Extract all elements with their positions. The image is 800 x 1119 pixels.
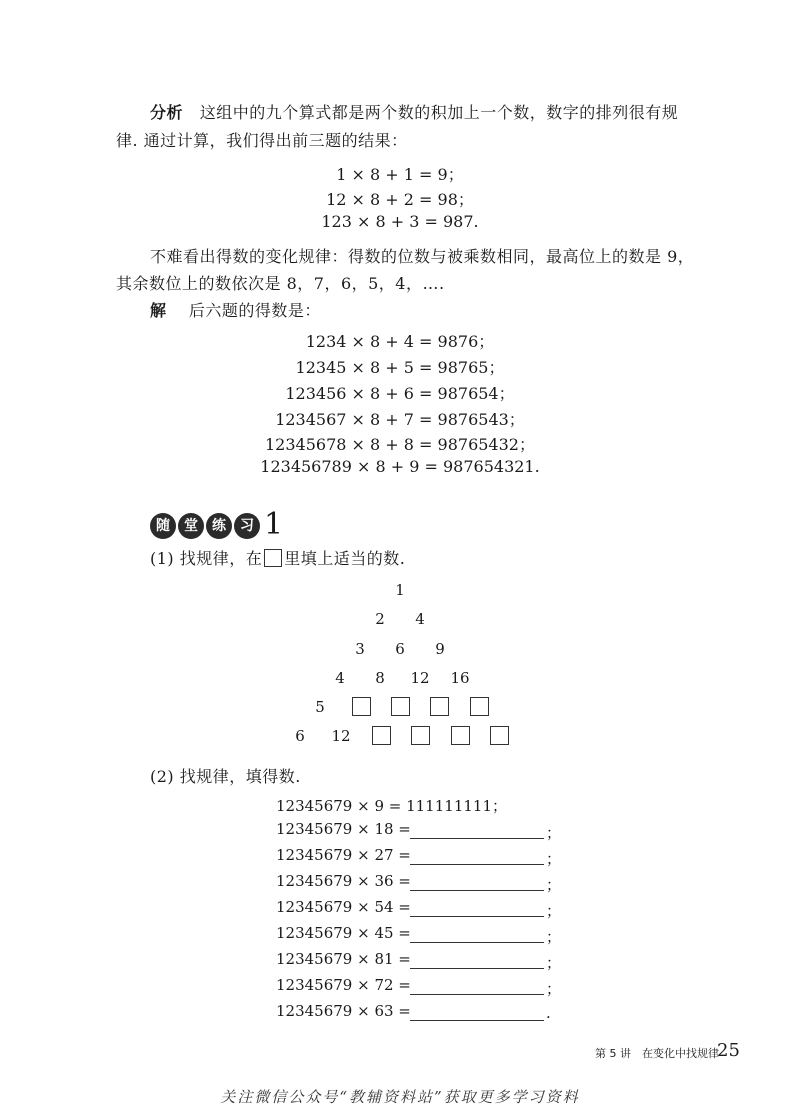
mult-row-8-answer-blank[interactable]: [410, 1002, 544, 1021]
triangle-r4-c1: 4: [335, 669, 345, 687]
triangle-r6-box-1[interactable]: [372, 726, 391, 745]
mult-row-5-punct: ；: [546, 928, 562, 946]
triangle-r3-c3: 9: [435, 640, 445, 658]
question-1: [150, 546, 405, 569]
triangle-r6-box-3[interactable]: [451, 726, 470, 745]
mult-row-4-answer-blank[interactable]: [410, 898, 544, 917]
analysis-text-1: 这组中的九个算式都是两个数的积加上一个数，数字的排列很有规: [199, 103, 679, 122]
analysis-line-2: 律. 通过计算，我们得出前三题的结果：: [116, 131, 408, 150]
triangle-r2-c1: 2: [375, 610, 385, 628]
observation-line-2: 其余数位上的数依次是 8，7，6，5，4，….: [116, 274, 445, 293]
triangle-r5-box-1[interactable]: [352, 697, 371, 716]
mult-row-1-expr: 12345679 × 18 =: [276, 820, 411, 838]
mult-row-2-punct: ；: [546, 850, 562, 868]
mult-row-3-answer-blank[interactable]: [410, 872, 544, 891]
triangle-r5-box-2[interactable]: [391, 697, 410, 716]
mult-row-5-answer-blank[interactable]: [410, 924, 544, 943]
triangle-r4-c4: 16: [450, 669, 470, 687]
practice-badge-1: 随: [150, 513, 176, 539]
answer-box-icon: [264, 549, 282, 567]
triangle-r2-c2: 4: [415, 610, 425, 628]
triangle-r6-box-4[interactable]: [490, 726, 509, 745]
triangle-r5-box-4[interactable]: [470, 697, 489, 716]
mult-row-6-punct: ；: [546, 954, 562, 972]
later-equation-3: 123456 × 8 + 6 = 987654；: [285, 384, 515, 403]
practice-badge-4: 习: [234, 513, 260, 539]
later-equation-4: 1234567 × 8 + 7 = 9876543；: [275, 410, 525, 429]
later-equation-5: 12345678 × 8 + 8 = 98765432；: [265, 435, 535, 454]
triangle-r6-box-2[interactable]: [411, 726, 430, 745]
mult-row-8-expr: 12345679 × 63 =: [276, 1002, 411, 1020]
analysis-label: 分析: [150, 103, 184, 122]
analysis-line-1: [150, 100, 678, 123]
solution-line: [150, 298, 321, 321]
triangle-r4-c2: 8: [375, 669, 385, 687]
later-equation-2: 12345 × 8 + 5 = 98765；: [295, 358, 505, 377]
page-number: 25: [717, 1040, 740, 1061]
later-equation-6: 123456789 × 8 + 9 = 987654321.: [260, 457, 540, 476]
solution-text: 后六题的得数是：: [188, 301, 321, 320]
chapter-label: 第 5 讲 在变化中找规律: [595, 1047, 719, 1060]
later-equation-1: 1234 × 8 + 4 = 9876；: [305, 332, 495, 351]
mult-row-7-answer-blank[interactable]: [410, 976, 544, 995]
triangle-r5-box-3[interactable]: [430, 697, 449, 716]
watermark-text: 关注微信公众号“教辅资料站”获取更多学习资料: [220, 1088, 580, 1106]
mult-row-1-punct: ；: [546, 824, 562, 842]
mult-row-7-expr: 12345679 × 72 =: [276, 976, 411, 994]
mult-row-2-expr: 12345679 × 27 =: [276, 846, 411, 864]
practice-number: 1: [264, 507, 284, 542]
first-equation-3: 123 × 8 + 3 = 987.: [321, 212, 479, 231]
mult-row-3-punct: ；: [546, 876, 562, 894]
mult-row-6-expr: 12345679 × 81 =: [276, 950, 411, 968]
mult-row-6-answer-blank[interactable]: [410, 950, 544, 969]
triangle-r3-c1: 3: [355, 640, 365, 658]
first-equation-1: 1 × 8 + 1 = 9；: [336, 165, 464, 184]
question-1-text-after: 里填上适当的数.: [284, 549, 406, 568]
triangle-r4-c3: 12: [410, 669, 430, 687]
triangle-r3-c2: 6: [395, 640, 405, 658]
mult-row-1-answer-blank[interactable]: [410, 820, 544, 839]
mult-row-8-punct: .: [546, 1004, 551, 1022]
first-equation-2: 12 × 8 + 2 = 98；: [326, 190, 474, 209]
question-2: (2) 找规律，填得数.: [150, 767, 301, 786]
mult-row-5-expr: 12345679 × 45 =: [276, 924, 411, 942]
solution-label: 解: [150, 301, 167, 320]
practice-header: [150, 507, 283, 542]
mult-row-3-expr: 12345679 × 36 =: [276, 872, 411, 890]
observation-line-1: 不难看出得数的变化规律：得数的位数与被乘数相同，最高位上的数是 9，: [150, 247, 695, 266]
triangle-r1-c1: 1: [395, 581, 405, 599]
mult-row-4-punct: ；: [546, 902, 562, 920]
triangle-r6-c2: 12: [331, 727, 351, 745]
mult-row-given: 12345679 × 9 = 111111111；: [276, 797, 507, 815]
triangle-r6-c1: 6: [295, 727, 305, 745]
mult-row-2-answer-blank[interactable]: [410, 846, 544, 865]
mult-row-7-punct: ；: [546, 980, 562, 998]
triangle-r5-c1: 5: [315, 698, 325, 716]
mult-row-4-expr: 12345679 × 54 =: [276, 898, 411, 916]
practice-badge-2: 堂: [178, 513, 204, 539]
practice-badge-3: 练: [206, 513, 232, 539]
question-1-text-before: (1) 找规律，在: [150, 549, 263, 568]
